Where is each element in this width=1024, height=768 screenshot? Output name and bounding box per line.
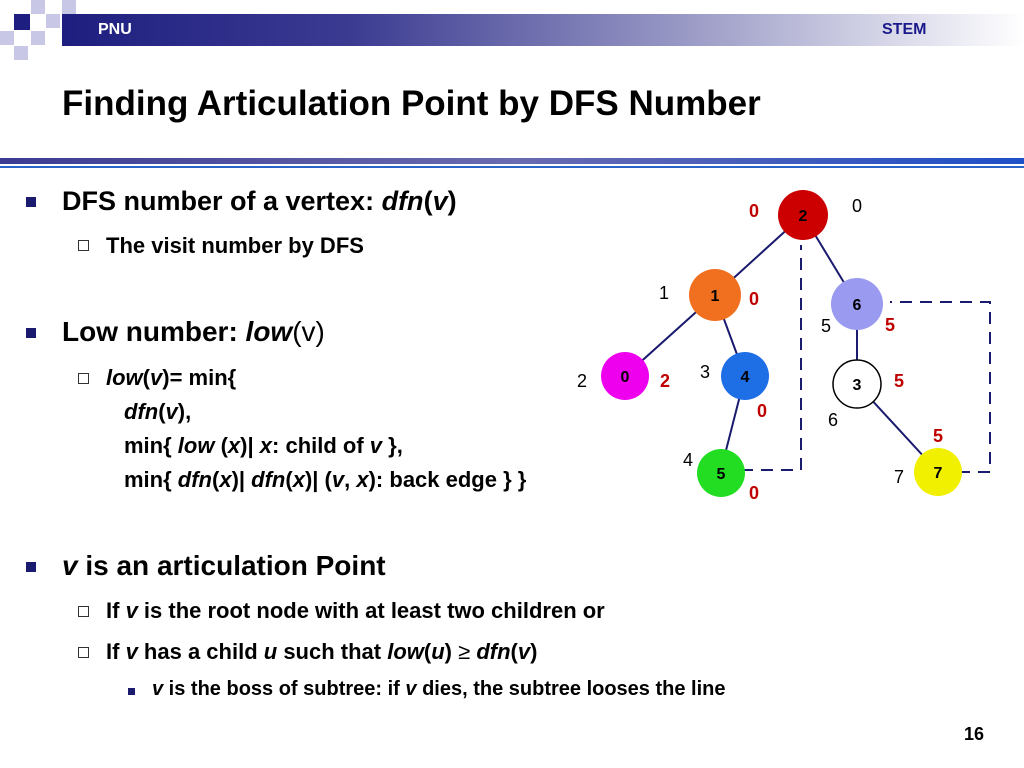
dfn-term: dfn bbox=[177, 467, 212, 492]
var-u: u bbox=[263, 639, 278, 664]
page-number: 16 bbox=[963, 724, 984, 744]
var-v: v bbox=[517, 639, 531, 664]
header-bar bbox=[62, 14, 1024, 46]
back-edge-7-6 bbox=[890, 302, 990, 472]
bullet-text: has a child bbox=[137, 639, 264, 664]
dfn-value: 3 bbox=[700, 362, 711, 382]
paren: ( bbox=[423, 639, 432, 664]
low-term: low bbox=[387, 639, 424, 664]
tree-edges bbox=[625, 215, 938, 472]
paren: ) bbox=[530, 639, 538, 664]
paren: ( bbox=[142, 365, 150, 390]
formula-text: : child of bbox=[272, 433, 370, 458]
header-left-label: PNU bbox=[98, 21, 132, 38]
low-value: 0 bbox=[749, 289, 760, 309]
dfn-value: 2 bbox=[577, 371, 588, 391]
dfn-term: dfn bbox=[124, 399, 159, 424]
dfn-value: 1 bbox=[659, 283, 670, 303]
node-1 bbox=[689, 269, 741, 321]
title-rule-thick bbox=[0, 158, 1024, 164]
var-v: v bbox=[152, 678, 164, 700]
ge-symbol: ≥ bbox=[458, 639, 471, 664]
node-label: 2 bbox=[798, 208, 808, 225]
low-value: 0 bbox=[749, 201, 760, 221]
low-formula-line2 bbox=[124, 399, 191, 425]
low-value: 5 bbox=[885, 315, 896, 335]
low-formula-line3 bbox=[124, 433, 403, 459]
node-6 bbox=[831, 278, 883, 330]
bullet-text: DFS number of a vertex: bbox=[62, 186, 382, 216]
sub-bullet-marker bbox=[78, 647, 89, 658]
formula-text: )| bbox=[240, 433, 260, 458]
node-label: 1 bbox=[710, 288, 720, 305]
formula-text: )= min{ bbox=[162, 365, 237, 390]
bullet-text: is the boss of subtree: if bbox=[163, 678, 406, 700]
sub-bullet-boss bbox=[152, 678, 726, 701]
dfn-term: dfn bbox=[476, 639, 511, 664]
paren: ) bbox=[444, 639, 459, 664]
dfs-tree-graph bbox=[560, 180, 1020, 520]
var-v: v bbox=[125, 639, 138, 664]
paren: ) bbox=[447, 186, 457, 216]
formula-text: , bbox=[344, 467, 357, 492]
formula-text: ( bbox=[285, 467, 293, 492]
var-v: v bbox=[331, 467, 345, 492]
var-x: x bbox=[259, 433, 273, 458]
node-4 bbox=[721, 352, 769, 400]
bullet-text: (v) bbox=[292, 316, 325, 347]
paren: ( bbox=[423, 186, 433, 216]
formula-text: ( bbox=[214, 433, 228, 458]
sub-bullet-root-condition bbox=[106, 598, 605, 624]
formula-text: ), bbox=[177, 399, 192, 424]
var-v: v bbox=[369, 433, 383, 458]
bullet-text: If bbox=[106, 598, 126, 623]
bullet-articulation-point bbox=[62, 550, 386, 582]
var-v: v bbox=[62, 550, 78, 581]
low-term: low bbox=[177, 433, 215, 458]
sub-bullet-visit-number: The visit number by DFS bbox=[106, 233, 364, 258]
bullet-marker bbox=[26, 328, 36, 338]
var-x: x bbox=[356, 467, 369, 492]
var-v: v bbox=[125, 598, 138, 623]
sub-sub-bullet-marker bbox=[128, 688, 135, 695]
node-5 bbox=[697, 449, 745, 497]
var-v: v bbox=[405, 678, 417, 700]
paren: ( bbox=[510, 639, 518, 664]
node-0 bbox=[601, 352, 649, 400]
low-value: 0 bbox=[757, 401, 768, 421]
header-right-label: STEM bbox=[882, 21, 927, 38]
formula-text: )| bbox=[231, 467, 252, 492]
dfn-value: 0 bbox=[852, 196, 863, 216]
bullet-text: such that bbox=[277, 639, 388, 664]
formula-text: min{ bbox=[124, 467, 178, 492]
node-7 bbox=[914, 448, 962, 496]
dfn-term: dfn bbox=[381, 186, 424, 216]
var-v: v bbox=[165, 399, 178, 424]
node-label: 3 bbox=[852, 377, 862, 394]
var-x: x bbox=[292, 467, 305, 492]
node-label: 0 bbox=[620, 369, 630, 386]
sub-bullet-marker bbox=[78, 240, 89, 251]
dfn-value: 6 bbox=[828, 410, 839, 430]
node-label: 6 bbox=[852, 297, 862, 314]
bullet-text: is an articulation Point bbox=[77, 550, 386, 581]
node-label: 4 bbox=[740, 369, 750, 386]
low-formula-line1 bbox=[106, 365, 236, 391]
bullet-low-number bbox=[62, 316, 325, 348]
low-value: 0 bbox=[749, 483, 760, 503]
low-value: 5 bbox=[933, 426, 944, 446]
sub-bullet-marker bbox=[78, 606, 89, 617]
var-v: v bbox=[150, 365, 163, 390]
bullet-text: dies, the subtree looses the line bbox=[416, 678, 726, 700]
node-2 bbox=[778, 190, 828, 240]
dfn-value: 5 bbox=[821, 316, 832, 336]
low-term: low bbox=[106, 365, 143, 390]
formula-text: }, bbox=[382, 433, 403, 458]
node-3 bbox=[833, 360, 881, 408]
bullet-marker bbox=[26, 562, 36, 572]
slide-title: Finding Articulation Point by DFS Number bbox=[62, 84, 761, 123]
title-rule-thin bbox=[0, 166, 1024, 168]
dfn-value: 4 bbox=[683, 450, 694, 470]
low-formula-line4 bbox=[124, 467, 526, 493]
bullet-dfs-number bbox=[62, 186, 457, 217]
var-x: x bbox=[227, 433, 241, 458]
sub-bullet-marker bbox=[78, 373, 89, 384]
bullet-text: Low number: bbox=[62, 316, 246, 347]
low-value: 2 bbox=[660, 371, 671, 391]
formula-text: ): back edge } } bbox=[368, 467, 527, 492]
bullet-marker bbox=[26, 197, 36, 207]
node-label: 7 bbox=[933, 465, 943, 482]
var-u: u bbox=[431, 639, 445, 664]
formula-text: min{ bbox=[124, 433, 178, 458]
var-x: x bbox=[219, 467, 232, 492]
low-value: 5 bbox=[894, 371, 905, 391]
dfn-term: dfn bbox=[251, 467, 286, 492]
formula-text: ( bbox=[212, 467, 220, 492]
formula-text: )| ( bbox=[304, 467, 332, 492]
bullet-text: If bbox=[106, 639, 126, 664]
sub-bullet-child-condition bbox=[106, 639, 537, 665]
paren: ( bbox=[158, 399, 166, 424]
bullet-text: is the root node with at least two children or bbox=[137, 598, 605, 623]
node-label: 5 bbox=[716, 466, 726, 483]
var-v: v bbox=[432, 186, 448, 216]
dfn-value: 7 bbox=[894, 467, 905, 487]
low-term: low bbox=[245, 316, 293, 347]
